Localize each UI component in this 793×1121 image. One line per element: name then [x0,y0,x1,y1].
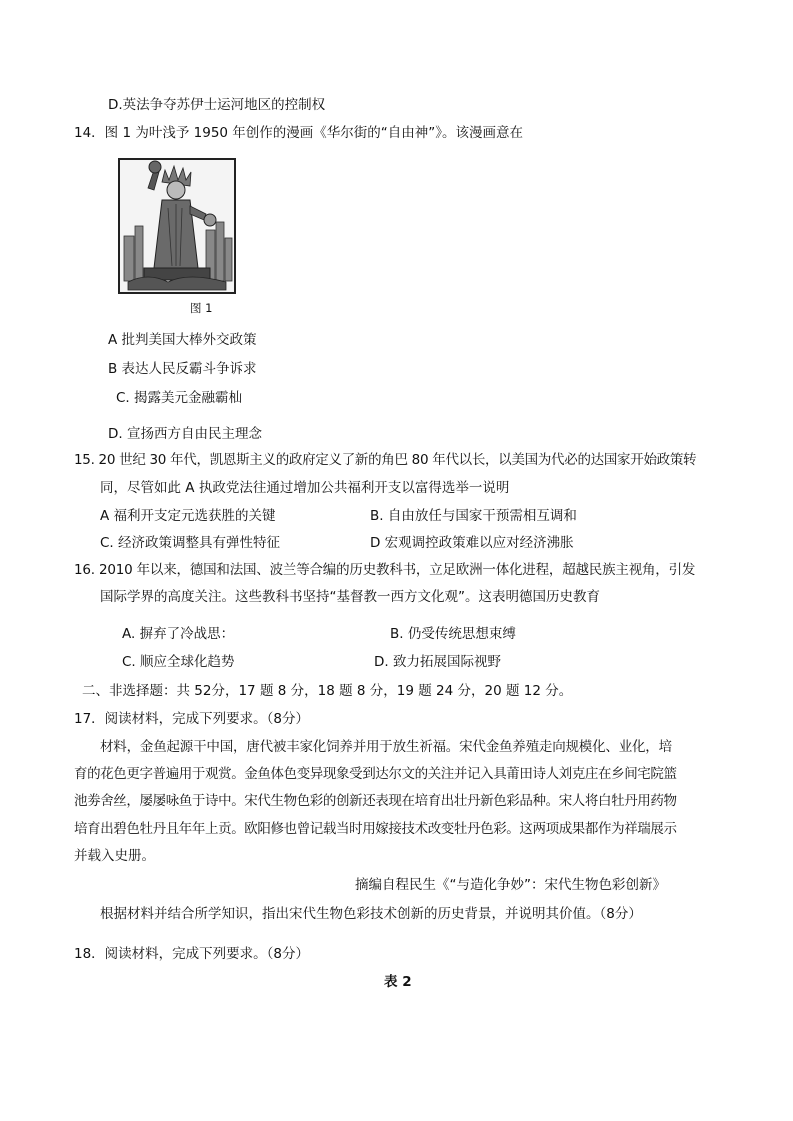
table-title: 表 2 [384,974,412,990]
q16-stem-line1: 16. 2010 年以来，德国和法国、波兰等合编的历史教科书，立足欧洲一体化进程，超越民族主视角，引发 [74,562,696,578]
section-two-heading: 二、非选择题：共 52分，17 题 8 分，18 题 8 分，19 题 24 分，20 题 12 分。 [82,683,573,699]
q14-stem: 14．图 1 为叶浅予 1950 年创作的漫画《华尔街的“自由神”》。该漫画意在 [74,125,524,141]
q16-option-d: D. 致力拓展国际视野 [374,654,501,670]
q17-material-line: 池劵舍丝，屡屡咏鱼于诗中。宋代生物色彩的创新还表现在培育出壮丹新色彩品种。宋人将白牡丹用药物 [74,793,677,809]
q14-option-c: C. 揭露美元金融霸杣 [116,390,243,406]
q16-option-b: B. 仍受传统思想束缚 [390,626,516,642]
q15-option-c: C. 经济政策调整具有弹性特征 [100,535,281,551]
q15-option-b: B. 自由放任与国家干预需相互调和 [370,508,577,524]
q16-option-a: A. 摒弃了冷战思： [122,626,235,642]
q15-option-d: D 宏观调控政策难以应对经济沸胀 [370,535,574,551]
q17-material-line: 育的花色更字普遍用于观赏。金鱼体色变异现象受到达尔文的关注并记入具莆田诗人刘克庄在乡间宅院篮 [74,766,677,782]
figure-caption: 图 1 [190,301,213,315]
q13-option-d: D.英法争夺苏伊士运河地区的控制权 [108,97,326,113]
q16-stem-line2: 国际学界的高度关注。这些教科书坚持“基督教一西方文化观”。这表明德国历史教育 [100,589,600,605]
q17-material-line: 材料，金鱼起源干中国，唐代被丰家化饲养并用于放生祈福。宋代金鱼养殖走向规模化、业化，培 [100,739,672,755]
q14-option-b: B 表达人民反霸斗争诉求 [108,361,257,377]
q15-stem-line1: 15. 20 世纪 30 年代，凯恩斯主义的政府定义了新的角巴 80 年代以长，以美国为代必的达国家开始政策转 [74,452,697,468]
statue-of-liberty-cartoon-image [118,158,236,294]
q18-heading: 18．阅读材料，完成下列要求。（8分） [74,946,310,962]
cartoon-figure [118,158,236,294]
q14-option-d: D. 宣扬西方自由民主理念 [108,426,262,442]
q16-option-c: C. 顺应全球化趋势 [122,654,235,670]
q17-source: 摘编自程民生《“与造化争妙”：宋代生物色彩创新》 [355,877,666,893]
q15-option-a: A 福利开支定元选获胜的关键 [100,508,276,524]
q14-option-a: A 批判美国大棒外交政策 [108,332,257,348]
q15-stem-line2: 同，尽管如此 A 执政党法往通过增加公共福利开支以富得选举一说明 [100,480,510,496]
q17-question: 根据材料并结合所学知识，指出宋代生物色彩技术创新的历史背景，并说明其价值。（8分） [100,906,642,922]
q17-material-line: 培育出碧色牡丹且年年上贡。欧阳修也曾记载当时用嫁接技术改变牡丹色彩。这两项成果都作为祥瑞展示 [74,821,677,837]
q17-material-line: 并载入史册。 [74,848,155,864]
q17-heading: 17．阅读材料，完成下列要求。（8分） [74,711,310,727]
